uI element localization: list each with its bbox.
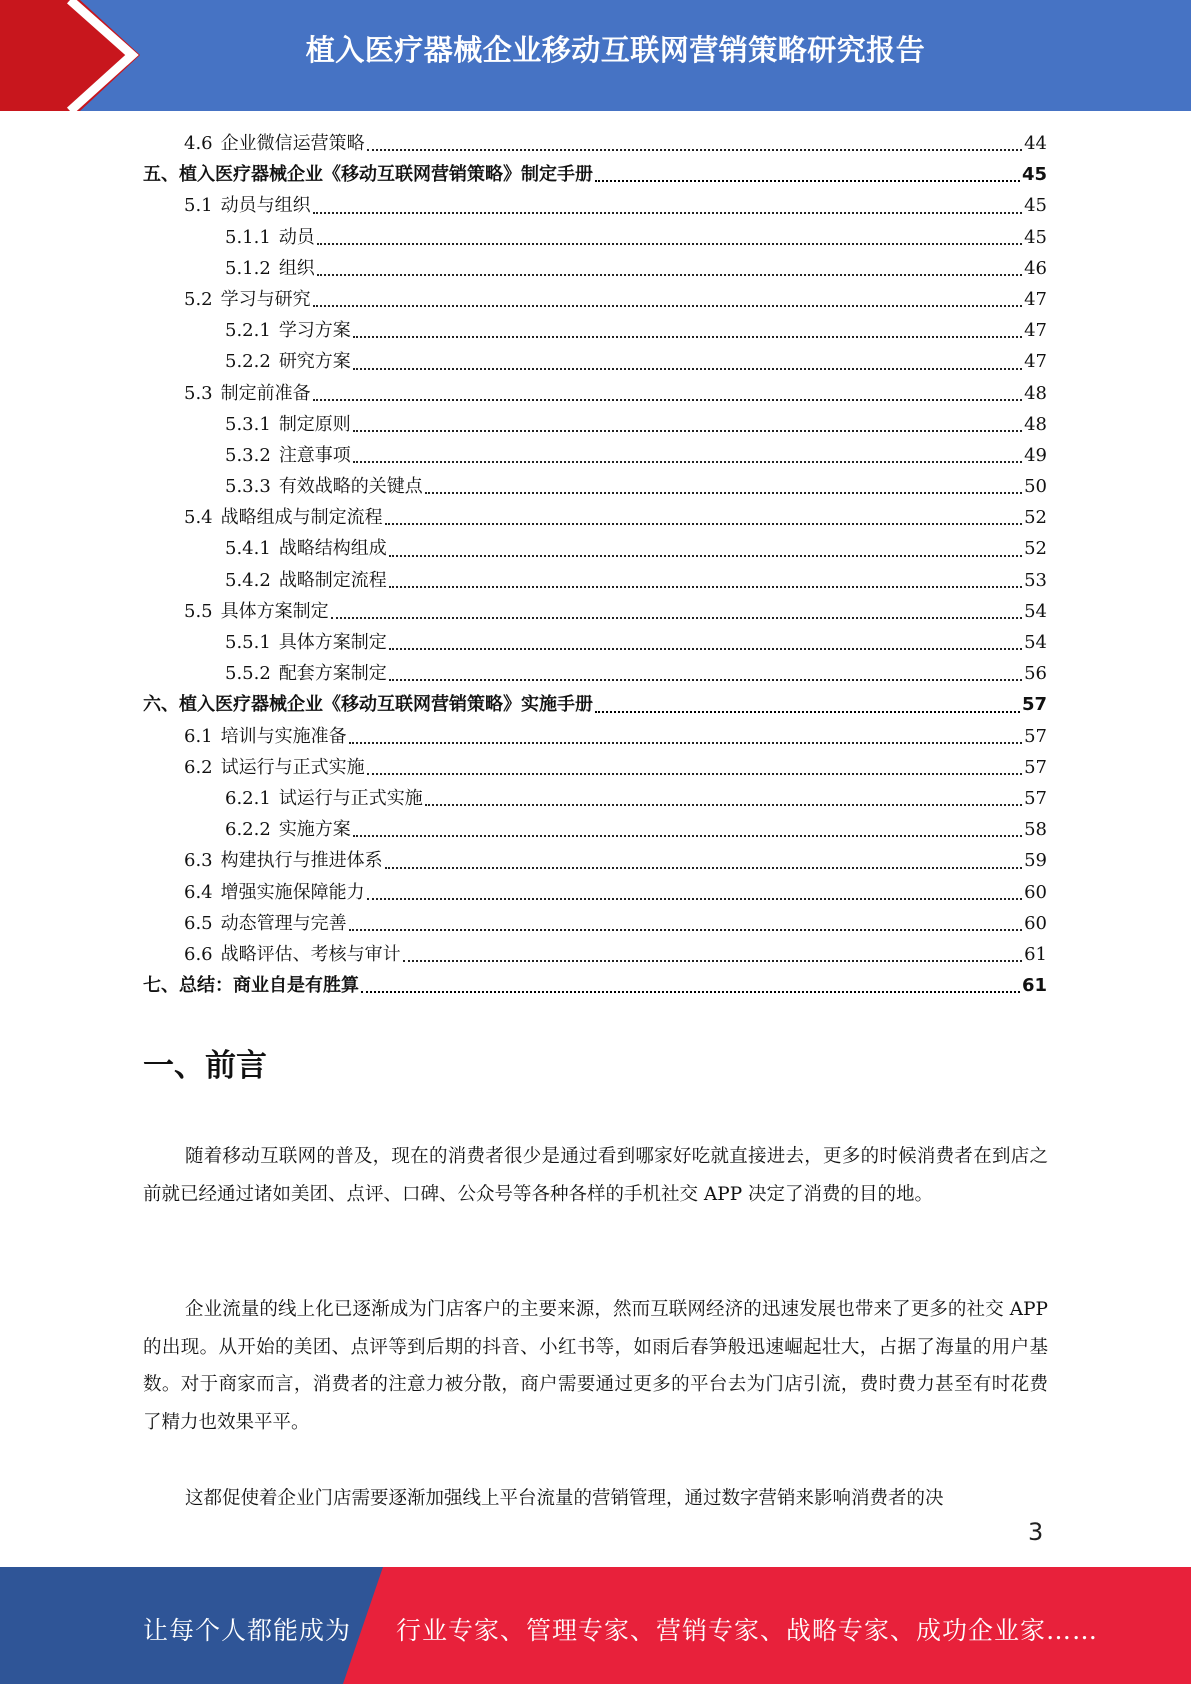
toc-entry-number: 6.4 — [184, 881, 213, 903]
toc-entry-page: 47 — [1024, 351, 1047, 373]
toc-entry-page: 53 — [1024, 569, 1047, 591]
toc-entry-number: 6.6 — [184, 943, 213, 965]
toc-dot-leader — [595, 179, 1020, 182]
table-of-contents — [143, 128, 1047, 1001]
toc-dot-leader — [331, 616, 1022, 619]
toc-entry-number: 5.2.1 — [225, 320, 271, 342]
toc-entry-label: 动员与组织 — [220, 195, 311, 217]
toc-dot-leader — [425, 803, 1022, 806]
toc-entry-label: 战略结构组成 — [278, 538, 387, 560]
toc-entry[interactable] — [143, 939, 1047, 970]
toc-dot-leader — [353, 429, 1022, 432]
toc-entry-label: 注意事项 — [278, 444, 351, 466]
toc-entry-number: 6.3 — [184, 850, 213, 872]
toc-dot-leader — [349, 741, 1022, 744]
footer-slogan-right: 行业专家、管理专家、营销专家、战略专家、成功企业家…… — [396, 1616, 1099, 1645]
paragraph: 企业流量的线上化已逐渐成为门店客户的主要来源，然而互联网经济的迅速发展也带来了更多的社交 APP 的出现。从开始的美团、点评等到后期的抖音、小红书等，如雨后春笋般迅速崛起壮大，占据了海量的用户基数。对于商家而言，消费者的注意力被分散，商户需要通过更多的平台去为门店引流，费时费力甚至有时花费了精力也效果平平。 — [143, 1299, 1048, 1433]
toc-entry-label: 实施方案 — [278, 819, 351, 841]
toc-dot-leader — [389, 554, 1022, 557]
header-banner — [0, 0, 1191, 111]
toc-entry-number: 6.5 — [184, 912, 213, 934]
toc-entry-number: 5.1.2 — [225, 257, 271, 279]
toc-entry-page: 45 — [1024, 195, 1047, 217]
toc-entry[interactable] — [143, 908, 1047, 939]
toc-entry-number: 5.4.2 — [225, 569, 271, 591]
toc-dot-leader — [353, 460, 1022, 463]
toc-entry-page: 52 — [1024, 507, 1047, 529]
toc-entry[interactable] — [143, 783, 1047, 814]
toc-dot-leader — [317, 273, 1022, 276]
toc-entry-page: 60 — [1024, 912, 1047, 934]
footer-slogan-left: 让每个人都能成为 — [143, 1616, 352, 1645]
toc-entry[interactable] — [143, 814, 1047, 845]
toc-dot-leader — [313, 211, 1022, 214]
toc-entry-label: 学习方案 — [278, 320, 351, 342]
toc-entry-number: 6.1 — [184, 725, 213, 747]
toc-entry[interactable] — [143, 502, 1047, 533]
toc-entry-number: 5.3.3 — [225, 476, 271, 498]
toc-entry[interactable] — [143, 159, 1047, 190]
toc-entry-label: 学习与研究 — [220, 288, 311, 310]
toc-entry[interactable] — [143, 128, 1047, 159]
toc-dot-leader — [403, 959, 1022, 962]
toc-entry-page: 57 — [1024, 756, 1047, 778]
toc-entry-label: 动态管理与完善 — [220, 912, 347, 934]
toc-entry[interactable] — [143, 253, 1047, 284]
toc-dot-leader — [595, 710, 1020, 713]
toc-entry-page: 54 — [1024, 600, 1047, 622]
toc-entry-label: 培训与实施准备 — [220, 725, 347, 747]
toc-entry-page: 46 — [1024, 257, 1047, 279]
toc-entry-page: 48 — [1024, 413, 1047, 435]
toc-entry[interactable] — [143, 752, 1047, 783]
toc-entry-page: 49 — [1024, 444, 1047, 466]
toc-dot-leader — [313, 304, 1022, 307]
toc-entry-label: 有效战略的关键点 — [278, 476, 423, 498]
footer-banner — [0, 1567, 1191, 1684]
toc-entry[interactable] — [143, 877, 1047, 908]
toc-dot-leader — [353, 834, 1022, 837]
toc-entry-number: 5.3.2 — [225, 444, 271, 466]
toc-entry-page: 57 — [1024, 725, 1047, 747]
toc-entry-number: 5.5.2 — [225, 663, 271, 685]
toc-entry-label: 研究方案 — [278, 351, 351, 373]
toc-entry[interactable] — [143, 409, 1047, 440]
toc-entry-page: 45 — [1024, 226, 1047, 248]
toc-entry-page: 47 — [1024, 320, 1047, 342]
toc-entry-number: 5.3 — [184, 382, 213, 404]
toc-entry[interactable] — [143, 565, 1047, 596]
toc-entry-page: 61 — [1024, 943, 1047, 965]
toc-entry[interactable] — [143, 970, 1047, 1001]
toc-entry-page: 57 — [1021, 694, 1047, 716]
toc-entry-label: 试运行与正式实施 — [220, 756, 365, 778]
toc-dot-leader — [389, 585, 1022, 588]
toc-dot-leader — [385, 866, 1022, 869]
toc-entry-number: 5.2.2 — [225, 351, 271, 373]
toc-entry[interactable] — [143, 689, 1047, 720]
toc-dot-leader — [385, 522, 1022, 525]
toc-entry-number: 5.2 — [184, 288, 213, 310]
toc-entry-page: 52 — [1024, 538, 1047, 560]
toc-dot-leader — [349, 928, 1022, 931]
toc-entry-page: 56 — [1024, 663, 1047, 685]
toc-entry-number: 4.6 — [184, 133, 213, 154]
toc-entry-page: 60 — [1024, 881, 1047, 903]
toc-dot-leader — [361, 990, 1020, 993]
toc-entry[interactable] — [143, 721, 1047, 752]
report-title: 植入医疗器械企业移动互联网营销策略研究报告 — [305, 33, 926, 67]
page-number: 3 — [1028, 1518, 1044, 1546]
paragraph: 这都促使着企业门店需要逐渐加强线上平台流量的营销管理，通过数字营销来影响消费者的决 — [185, 1488, 944, 1509]
toc-entry-label: 组织 — [278, 257, 315, 279]
toc-dot-leader — [353, 367, 1022, 370]
toc-dot-leader — [367, 897, 1022, 900]
toc-entry-number: 6.2.1 — [225, 787, 271, 809]
toc-entry-label: 动员 — [278, 226, 315, 248]
toc-entry[interactable] — [143, 596, 1047, 627]
toc-entry[interactable] — [143, 222, 1047, 253]
toc-entry-number: 5.4 — [184, 507, 213, 529]
toc-entry-page: 54 — [1024, 632, 1047, 653]
toc-entry-label: 战略评估、考核与审计 — [220, 943, 401, 965]
toc-dot-leader — [317, 242, 1022, 245]
toc-entry[interactable] — [143, 284, 1047, 315]
toc-entry-label: 增强实施保障能力 — [220, 881, 365, 903]
toc-dot-leader — [313, 398, 1022, 401]
toc-entry-page: 59 — [1024, 850, 1047, 872]
toc-entry-label: 制定原则 — [278, 413, 351, 435]
toc-dot-leader — [389, 678, 1022, 681]
toc-entry-label: 配套方案制定 — [278, 663, 387, 685]
toc-entry[interactable] — [143, 845, 1047, 876]
toc-entry[interactable] — [143, 533, 1047, 564]
toc-entry-label: 七、总结：商业自是有胜算 — [143, 975, 359, 997]
toc-entry[interactable] — [143, 627, 1047, 658]
toc-entry-page: 47 — [1024, 288, 1047, 310]
paragraph: 随着移动互联网的普及，现在的消费者很少是通过看到哪家好吃就直接进去，更多的时候消费者在到店之前就已经通过诸如美团、点评、口碑、公众号等各种各样的手机社交 APP 决定了消费的目的地。 — [143, 1146, 1048, 1205]
toc-entry-number: 5.1 — [184, 195, 213, 217]
toc-entry[interactable] — [143, 315, 1047, 346]
toc-entry-number: 5.4.1 — [225, 538, 271, 560]
toc-dot-leader — [425, 491, 1022, 494]
toc-entry-page: 58 — [1024, 819, 1047, 841]
toc-entry-page: 61 — [1021, 975, 1047, 997]
toc-entry-number: 5.5.1 — [225, 632, 271, 653]
toc-dot-leader — [389, 647, 1022, 650]
toc-entry-number: 5.3.1 — [225, 413, 271, 435]
toc-entry-number: 5.5 — [184, 600, 213, 622]
toc-entry-label: 试运行与正式实施 — [278, 787, 423, 809]
toc-dot-leader — [367, 772, 1022, 775]
toc-entry-number: 5.1.1 — [225, 226, 271, 248]
toc-entry-label: 企业微信运营策略 — [220, 133, 365, 154]
toc-entry-label: 构建执行与推进体系 — [220, 850, 383, 872]
toc-entry-page: 44 — [1024, 133, 1047, 154]
toc-dot-leader — [367, 148, 1022, 151]
toc-entry-label: 具体方案制定 — [220, 600, 329, 622]
toc-entry-label: 五、植入医疗器械企业《移动互联网营销策略》制定手册 — [143, 164, 593, 186]
section-heading: 一、前言 — [143, 1048, 267, 1084]
toc-entry-page: 50 — [1024, 476, 1047, 498]
toc-entry-label: 战略制定流程 — [278, 569, 387, 591]
toc-entry[interactable] — [143, 378, 1047, 409]
toc-entry-page: 48 — [1024, 382, 1047, 404]
toc-entry-label: 战略组成与制定流程 — [220, 507, 383, 529]
toc-entry[interactable] — [143, 658, 1047, 689]
toc-entry-page: 45 — [1021, 164, 1047, 186]
toc-entry[interactable] — [143, 190, 1047, 221]
toc-entry-label: 制定前准备 — [220, 382, 311, 404]
toc-entry[interactable] — [143, 440, 1047, 471]
toc-entry-page: 57 — [1024, 787, 1047, 809]
toc-entry-label: 六、植入医疗器械企业《移动互联网营销策略》实施手册 — [143, 694, 593, 716]
toc-entry-number: 6.2 — [184, 756, 213, 778]
toc-dot-leader — [353, 335, 1022, 338]
toc-entry-number: 6.2.2 — [225, 819, 271, 841]
toc-entry-label: 具体方案制定 — [278, 632, 387, 653]
toc-entry[interactable] — [143, 346, 1047, 377]
toc-entry[interactable] — [143, 471, 1047, 502]
